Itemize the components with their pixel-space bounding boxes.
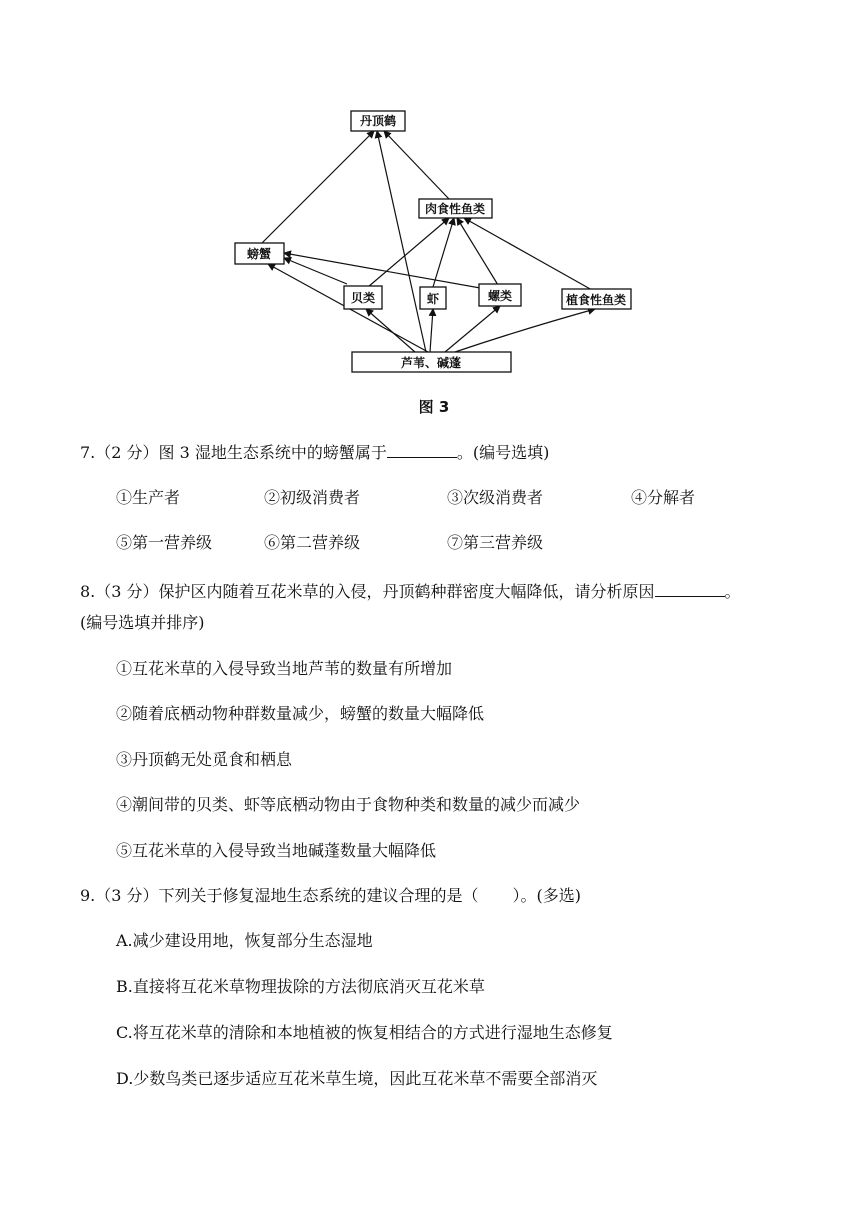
q8-stem-prefix: 8.（3 分）保护区内随着互花米草的入侵，丹顶鹤种群密度大幅降低，请分析原因 <box>80 582 655 601</box>
q7-option-1: ①生产者 <box>116 488 181 507</box>
node-snail <box>479 284 521 306</box>
food-web-arrows <box>262 131 595 352</box>
node-crane-label: 丹顶鹤 <box>359 114 397 128</box>
food-web-nodes <box>235 111 631 372</box>
node-shrimp-label: 虾 <box>426 292 440 306</box>
node-reed-label: 芦苇、碱蓬 <box>400 356 462 370</box>
q8-option-4: ④潮间带的贝类、虾等底栖动物由于食物种类和数量的减少而减少 <box>116 795 581 814</box>
node-shellfish <box>344 286 382 309</box>
q7-option-6: ⑥第二营养级 <box>264 533 361 552</box>
node-herbivorous-fish-label: 植食性鱼类 <box>565 293 627 307</box>
q7-answer-blank[interactable] <box>387 441 457 458</box>
q8-stem <box>80 580 741 603</box>
q9-stem-suffix: ）。(多选) <box>512 886 582 905</box>
food-web-diagram <box>0 0 868 390</box>
node-snail-label: 螺类 <box>487 289 513 303</box>
q9-option-b: B.直接将互花米草物理拔除的方法彻底消灭互花米草 <box>116 977 485 996</box>
q9-option-c: C.将互花米草的清除和本地植被的恢复相结合的方式进行湿地生态修复 <box>116 1023 613 1042</box>
q8-stem-line2: (编号选填并排序) <box>80 613 205 632</box>
q7-stem-suffix: 。(编号选填) <box>456 443 550 462</box>
q8-option-1: ①互花米草的入侵导致当地芦苇的数量有所增加 <box>116 659 453 678</box>
node-shrimp <box>420 287 446 309</box>
q7-option-4: ④分解者 <box>631 488 696 507</box>
node-herbivorous-fish <box>562 289 631 309</box>
q8-stem-suffix: 。 <box>724 582 741 601</box>
q8-option-3: ③丹顶鹤无处觅食和栖息 <box>116 750 293 769</box>
q9-option-a: A.减少建设用地，恢复部分生态湿地 <box>116 931 373 950</box>
q9-option-d: D.少数鸟类已逐步适应互花米草生境，因此互花米草不需要全部消灭 <box>116 1069 598 1088</box>
node-crab-label: 螃蟹 <box>246 247 272 261</box>
q7-option-2: ②初级消费者 <box>264 488 361 507</box>
q7-option-7: ⑦第三营养级 <box>447 533 544 552</box>
node-reed <box>352 352 511 372</box>
q7-option-5: ⑤第一营养级 <box>116 533 213 552</box>
q9-stem-prefix: 9.（3 分）下列关于修复湿地生态系统的建议合理的是（ <box>80 886 479 905</box>
node-shellfish-label: 贝类 <box>350 291 376 305</box>
node-crane <box>351 111 405 131</box>
q7-stem <box>80 441 549 464</box>
q7-stem-prefix: 7.（2 分）图 3 湿地生态系统中的螃蟹属于 <box>80 443 387 462</box>
node-carnivorous-fish <box>419 199 492 218</box>
q7-option-3: ③次级消费者 <box>447 488 544 507</box>
node-crab <box>235 243 284 264</box>
q8-answer-blank[interactable] <box>655 580 725 597</box>
q8-option-5: ⑤互花米草的入侵导致当地碱蓬数量大幅降低 <box>116 841 437 860</box>
q9-stem <box>80 885 581 907</box>
q8-option-2: ②随着底栖动物种群数量减少，螃蟹的数量大幅降低 <box>116 704 485 723</box>
node-carnivorous-fish-label: 肉食性鱼类 <box>424 202 486 216</box>
figure-caption: 图 3 <box>418 398 450 416</box>
